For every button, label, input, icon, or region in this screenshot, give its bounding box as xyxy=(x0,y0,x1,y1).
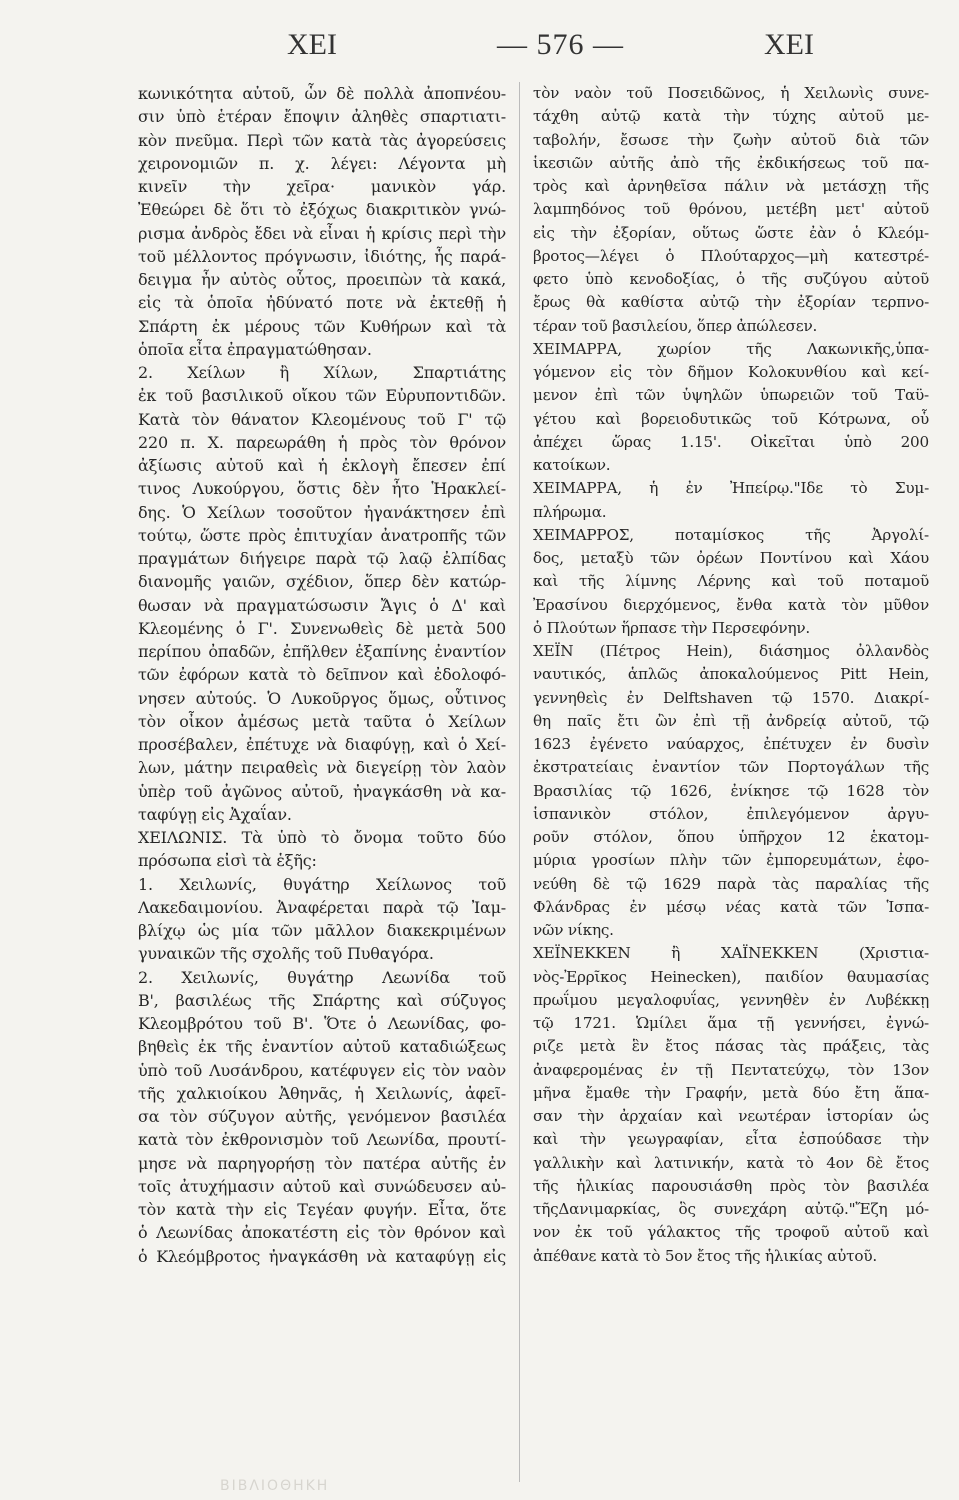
text-line: τρὸς καὶ ἀρνηθεῖσα πάλιν νὰ μετάσχῃ τῆς xyxy=(533,177,929,195)
text-line: πρόσωπα εἰσὶ τὰ ἑξῆς: xyxy=(138,851,317,871)
text-line: ὁ Πλούτων ἥρπασε τὴν Περσεφόνην. xyxy=(533,618,811,637)
text-line: κινεῖν τὴν χεῖρα· μανικὸν γάρ. xyxy=(138,177,506,196)
column-divider xyxy=(519,82,520,1482)
text-line: λων, μάτην πειραθεὶς νὰ διεγείρῃ τὸν λαὸν xyxy=(138,758,506,778)
text-line: ἱκεσιῶν αὐτῆς ἀπὸ τῆς ἐκδικήσεως τοῦ πα- xyxy=(533,153,929,172)
text-line: ἀπέθανε κατὰ τὸ 5ον ἔτος τῆς ἡλικίας αὐτοῦ. xyxy=(533,1246,877,1265)
text-line: τούτῳ, ὥστε πρὸς ἐπιτυχίαν ἀνατροπῆς τῶν xyxy=(138,525,506,545)
left-text-column xyxy=(138,82,506,1477)
text-line: πραγμάτων διήγειρε παρὰ τῷ λαῷ ἐλπίδας xyxy=(138,549,506,568)
text-line: δειγμα ἦν αὐτὸς οὗτος, προειπὼν τὰ κακά, xyxy=(138,270,506,289)
text-line: μησε νὰ παρηγορήσῃ τὸν πατέρα αὐτῆς ἐν xyxy=(138,1153,506,1173)
text-line: δης. Ὁ Χείλων τοσοῦτον ἠγανάκτησεν ἐπὶ xyxy=(138,502,506,522)
text-line: βηθεὶς ἐκ τῆς ἐναντίον αὐτοῦ καταδιώξεως xyxy=(138,1037,506,1057)
text-line: λαμπηδόνος τοῦ θρόνου, μετέβη μετ' αὐτοῦ xyxy=(533,200,929,219)
text-line: ἐκ τοῦ βασιλικοῦ οἴκου τῶν Εὐρυποντιδῶν. xyxy=(138,386,506,406)
text-line: τοῦ μέλλοντος πρόγνωσιν, ἰδιότης, ἧς παρά- xyxy=(138,246,506,266)
text-line: ὁποῖα εἶτα ἐπραγματώθησαν. xyxy=(138,339,372,359)
text-line: ταφύγῃ εἰς Ἀχαΐαν. xyxy=(138,804,292,824)
text-line: φετο ὑπὸ κενοδοξίας, ὁ τῆς συζύγου αὐτοῦ xyxy=(533,270,929,288)
text-line: τῶν ἐφόρων κατὰ τὸ δεῖπνον καὶ ἐδολοφό- xyxy=(138,665,506,685)
text-line: τῆς χαλκιοίκου Ἀθηνᾶς, ἡ Χειλωνίς, ἀφεῖ- xyxy=(138,1083,506,1103)
text-line: Κλεομένης ὁ Γ'. Συνενωθεὶς δὲ μετὰ 500 xyxy=(138,618,506,638)
text-line: ἀπέχει ὥρας 1.15'. Οἰκεῖται ὑπὸ 200 xyxy=(533,432,929,451)
text-line: τάχθη αὐτῷ κατὰ τὴν τύχης αὐτοῦ με- xyxy=(533,107,929,126)
text-line: Σπάρτη ἐκ μέρους τῶν Κυθήρων καὶ τὰ xyxy=(138,316,506,336)
text-line: νησεν αὐτούς. Ὁ Λυκοῦργος ὅμως, οὗτινος xyxy=(138,688,506,708)
text-line: χειρονομιῶν π. χ. λέγει: Λέγοντα μὴ xyxy=(138,153,506,173)
text-line: μύρια γροσίων πλὴν τῶν ἐμπορευμάτων, ἐφο- xyxy=(533,851,929,870)
text-line: Κλεομβρότου τοῦ Β'. Ὅτε ὁ Λεωνίδας, φο- xyxy=(138,1014,506,1033)
text-line: ρισμα ἀνδρὸς ἔδει νὰ εἶναι ἡ κρίσις περὶ τὴν xyxy=(138,223,506,243)
text-line: τὸν ναὸν τοῦ Ποσειδῶνος, ἡ Χειλωνὶς συνε- xyxy=(533,84,929,102)
text-line: γαλλικὴν καὶ λατινικήν, κατὰ τὸ 4ον δὲ ἔτος xyxy=(533,1153,929,1172)
text-line: προσέβαλεν, ἐπέτυχε νὰ διαφύγῃ, καὶ ὁ Χεί- xyxy=(138,735,506,754)
text-line: ὑπὲρ τοῦ ἀγῶνος αὐτοῦ, ἠναγκάσθη νὰ κα- xyxy=(138,781,506,801)
text-line: ΧΕΙΛΩΝΙΣ. Τὰ ὑπὸ τὸ ὄνομα τοῦτο δύο xyxy=(138,828,506,847)
text-line: καὶ τὴν γεωγραφίαν, εἶτα ἐσπούδασε τὴν xyxy=(533,1130,929,1149)
library-watermark: ΒΙΒΛΙΟΘΗΚΗ xyxy=(220,1478,330,1494)
text-line: Ἐρασίνου διερχόμενος, ἔνθα κατὰ τὸν μῦθον xyxy=(533,595,929,614)
text-line: ὁ Κλεόμβροτος ἠναγκάσθη νὰ καταφύγῃ εἰς xyxy=(138,1246,506,1266)
text-line: ριζε μετὰ ἓν ἔτος πάσας τὰς πράξεις, τὰς xyxy=(533,1037,929,1056)
text-line: ναυτικός, ἁπλῶς ἀποκαλούμενος Pitt Hein, xyxy=(533,665,929,684)
text-line: 2. Χειλωνίς, θυγάτηρ Λεωνίδα τοῦ xyxy=(138,967,506,987)
text-line: Λακεδαιμονίου. Ἀναφέρεται παρὰ τῷ Ἰαμ- xyxy=(138,897,506,917)
text-line: γέτου καὶ βορειοδυτικῶς τοῦ Κότρωνα, οὗ xyxy=(533,409,929,428)
text-line: ἀξίωσις αὐτοῦ καὶ ἡ ἐκλογὴ ἔπεσεν ἐπί xyxy=(138,456,506,475)
text-line: καὶ τῆς λίμνης Λέρνης καὶ τοῦ ποταμοῦ xyxy=(533,572,929,591)
text-line: 1. Χειλωνίς, θυγάτηρ Χείλωνος τοῦ xyxy=(138,874,506,894)
text-line: εἰς τὰ ὁποῖα ἠδύνατό ποτε νὰ ἐκτεθῇ ἡ xyxy=(138,293,506,313)
text-line: Κατὰ τὸν θάνατον Κλεομένους τοῦ Γ' τῷ xyxy=(138,409,506,429)
text-line: ὑπὸ τοῦ Λυσάνδρου, κατέφυγεν εἰς τὸν ναὸν xyxy=(138,1060,506,1080)
text-line: Ἐθεώρει δὲ ὅτι τὸ ἐξόχως διακριτικὸν γνώ- xyxy=(138,200,506,220)
text-line: γυναικῶν τῆς σχολῆς τοῦ Πυθαγόρα. xyxy=(138,944,434,964)
text-line: ἐκστρατείαις ἐναντίον τῶν Πορτογάλων τῆς xyxy=(533,758,929,777)
text-line: τέραν τοῦ βασιλείου, ὅπερ ἀπώλεσεν. xyxy=(533,316,818,335)
text-line: κωνικότητα αὐτοῦ, ὧν δὲ πολλὰ ἀποπνέου- xyxy=(138,84,506,103)
text-line: μενον ἐπὶ τῶν ὑψηλῶν ὑπωρειῶν τοῦ Ταϋ- xyxy=(533,386,929,405)
text-line: δος, μεταξὺ τῶν ὀρέων Ποντίνου καὶ Χάου xyxy=(533,549,929,567)
text-line: τινος Λυκούργου, ὅστις δὲν ἦτο Ἡρακλεί- xyxy=(138,479,506,499)
text-line: τοῖς ἀτυχήμασιν αὐτοῦ καὶ συνώδευσεν αὐ- xyxy=(138,1176,506,1196)
text-line: ἔρως θὰ καθίστα αὐτῷ τὴν ἐξορίαν τερπνο- xyxy=(533,293,929,312)
text-line: νον ἐκ τοῦ γάλακτος τῆς τροφοῦ αὐτοῦ καὶ xyxy=(533,1223,929,1242)
text-line: διανομῆς γαιῶν, σχέδιον, ὅπερ δὲν κατώρ- xyxy=(138,572,506,592)
running-header xyxy=(0,28,959,68)
text-line: κατὰ τὸν ἐκθρονισμὸν τοῦ Λεωνίδα, προυτί- xyxy=(138,1130,506,1150)
text-line: νῶν νίκης. xyxy=(533,921,614,939)
text-line: βλίχῳ ὡς μία τῶν μᾶλλον διακεκριμένων xyxy=(138,921,506,940)
right-text-column xyxy=(533,82,929,1477)
text-line: τῆς ἡλικίας παρουσιάσθη πρὸς τὸν βασιλέα xyxy=(533,1176,929,1195)
text-line: ΧΕΪΝ (Πέτρος Hein), διάσημος ὀλλανδὸς xyxy=(533,642,929,660)
text-line: τῆςΔανιμαρκίας, ὃς συνεχάρη αὐτῷ."Ἔζη μό- xyxy=(533,1200,929,1218)
text-line: ΧΕΙΜΑΡΡΑ, ἡ ἐν Ἠπείρῳ."Ιδε τὸ Συμ- xyxy=(533,479,929,498)
text-line: βροτος—λέγει ὁ Πλούταρχος—μὴ κατεστρέ- xyxy=(533,246,929,265)
text-line: σα τὸν σύζυγον αὐτῆς, γενόμενον βασιλέα xyxy=(138,1107,506,1126)
text-line: σιν ὑπὸ ἑτέραν ἔποψιν ἀληθὲς σπαρτιατι- xyxy=(138,107,506,127)
text-line: νεύθη δὲ τῷ 1629 παρὰ τὰς παραλίας τῆς xyxy=(533,874,929,893)
text-line: κὸν πνεῦμα. Περὶ τῶν κατὰ τὰς ἀγορεύσεις xyxy=(138,130,506,150)
text-line: θη παῖς ἔτι ὢν ἐπὶ τῇ ἀνδρείᾳ αὐτοῦ, τῷ xyxy=(533,711,929,730)
header-left-keyword: ΧΕΙ xyxy=(287,28,337,61)
text-line: τὸν κατὰ τὴν εἰς Τεγέαν φυγήν. Εἶτα, ὅτε xyxy=(138,1200,506,1219)
text-line: κατοίκων. xyxy=(533,456,611,474)
text-line: ΧΕΙΜΑΡΡΑ, χωρίον τῆς Λακωνικῆς,ὑπα- xyxy=(533,339,929,358)
text-line: νὸς-Ἐρρῖκος Heinecken), παιδίον θαυμασίας xyxy=(533,967,929,986)
text-line: εἰς τὴν ἐξορίαν, οὕτως ὥστε ἐὰν ὁ Κλεόμ- xyxy=(533,223,929,242)
text-line: γεννηθεὶς ἐν Delftshaven τῷ 1570. Διακρί- xyxy=(533,688,929,707)
text-line: πλήρωμα. xyxy=(533,502,607,521)
text-line: τὸν οἶκον ἀμέσως μετὰ ταῦτα ὁ Χείλων xyxy=(138,711,506,731)
text-line: σαν τὴν ἀρχαίαν καὶ νεωτέραν ἱστορίαν ὡς xyxy=(533,1107,929,1125)
text-line: γόμενον εἰς τὸν δῆμον Κολοκυνθίου καὶ κεί- xyxy=(533,363,929,381)
text-line: Βρασιλίας τῷ 1626, ἐνίκησε τῷ 1628 τὸν xyxy=(533,781,929,800)
text-line: ΧΕΙΜΑΡΡΟΣ, ποταμίσκος τῆς Ἀργολί- xyxy=(533,525,929,544)
text-line: ἀναφερομένας ἐν τῇ Πεντατεύχῳ, τὸν 13ον xyxy=(533,1060,929,1079)
text-line: ροῦν στόλον, ὅπου ὑπῆρχον 12 ἑκατομ- xyxy=(533,828,929,846)
text-line: θωσαν νὰ πραγματώσωσιν Ἄγις ὁ Δ' καὶ xyxy=(138,595,506,615)
text-line: περίπου ὀπαδῶν, ἐπῆλθεν ἐξαπίνης ἐναντίον xyxy=(138,642,506,661)
text-line: πρωΐμου μεγαλοφυΐας, γεννηθὲν ἐν Λυβέκκῃ xyxy=(533,990,929,1009)
text-line: 2. Χείλων ἢ Χίλων, Σπαρτιάτης xyxy=(138,363,506,382)
page-number: — 576 — xyxy=(497,28,624,61)
text-line: 220 π. Χ. παρεωράθη ἡ πρὸς τὸν θρόνον xyxy=(138,432,506,452)
text-line: 1623 ἐγένετο ναύαρχος, ἐπέτυχεν ἐν δυσὶν xyxy=(533,735,929,753)
text-line: τῷ 1721. Ὡμίλει ἅμα τῇ γεννήσει, ἐγνώ- xyxy=(533,1014,929,1032)
text-line: Φλάνδρας ἐν μέσῳ νέας κατὰ τῶν Ἱσπα- xyxy=(533,897,929,916)
text-line: ταβολήν, ἔσωσε τὴν ζωὴν αὐτοῦ διὰ τῶν xyxy=(533,130,929,149)
header-right-keyword: ΧΕΙ xyxy=(764,28,814,61)
text-line: ΧΕΪΝΕΚΚΕΝ ἢ ΧΑΪΝΕΚΚΕΝ (Χριστια- xyxy=(533,944,929,963)
text-line: μῆνα ἔμαθε τὴν Γραφήν, μετὰ δύο ἔτη ἅπα- xyxy=(533,1083,929,1102)
text-line: ἱσπανικὸν στόλον, ἐπιλεγόμενον ἀργυ- xyxy=(533,804,929,823)
text-line: ὁ Λεωνίδας ἀποκατέστη εἰς τὸν θρόνον καὶ xyxy=(138,1223,506,1243)
text-line: Β', βασιλέως τῆς Σπάρτης καὶ σύζυγος xyxy=(138,990,506,1010)
